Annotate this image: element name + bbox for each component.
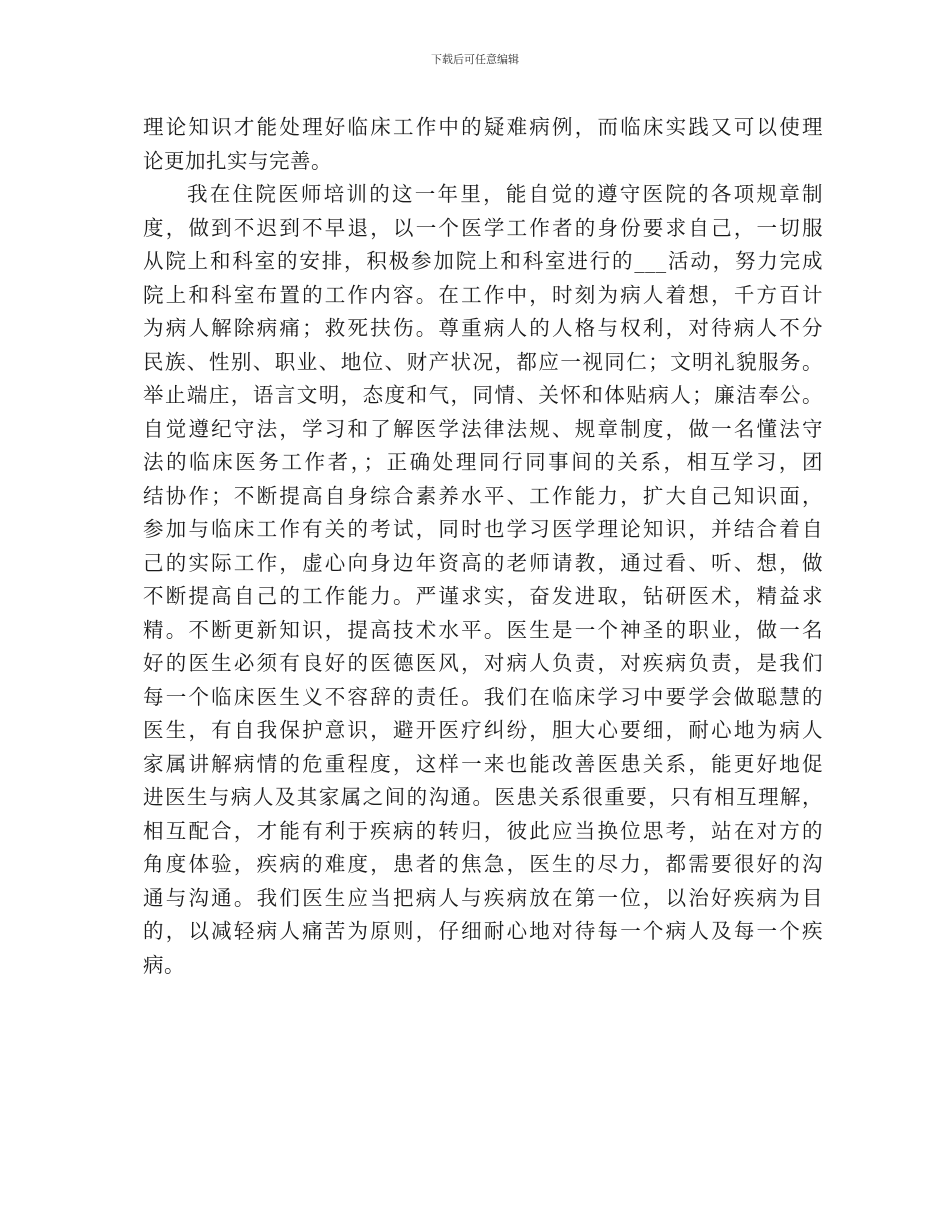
text-line: 己的实际工作，虚心向身边年资高的老师请教，通过看、听、想，做 <box>143 550 823 575</box>
text-line: 相互配合，才能有利于疾病的转归，彼此应当换位思考，站在对方的 <box>143 818 823 843</box>
text-line: 进医生与病人及其家属之间的沟通。医患关系很重要，只有相互理解， <box>143 785 823 809</box>
page-header: 下载后可任意编辑 <box>431 53 519 66</box>
document-body <box>143 111 823 982</box>
text-line: 民族、性别、职业、地位、财产状况，都应一视同仁；文明礼貌服务。 <box>143 349 823 374</box>
text-line: 的，以减轻病人痛苦为原则，仔细耐心地对待每一个病人及每一个疾 <box>143 919 823 943</box>
text-line: 精。不断更新知识，提高技术水平。医生是一个神圣的职业，做一名 <box>143 617 823 642</box>
text-line: 不断提高自己的工作能力。严谨求实，奋发进取，钻研医术，精益求 <box>143 584 823 608</box>
text-line: 每一个临床医生义不容辞的责任。我们在临床学习中要学会做聪慧的 <box>143 684 823 709</box>
text-line: 家属讲解病情的危重程度，这样一来也能改善医患关系，能更好地促 <box>143 751 823 776</box>
text-line: 理论知识才能处理好临床工作中的疑难病例，而临床实践又可以使理 <box>143 115 823 139</box>
text-line: 参加与临床工作有关的考试，同时也学习医学理论知识，并结合着自 <box>143 517 823 541</box>
text-line: 好的医生必须有良好的医德医风，对病人负责，对疾病负责，是我们 <box>143 651 823 675</box>
text-line: 院上和科室布置的工作内容。在工作中，时刻为病人着想，千方百计 <box>143 282 823 307</box>
text-line: 我在住院医师培训的这一年里，能自觉的遵守医院的各项规章制 <box>187 182 823 206</box>
text-line: 度，做到不迟到不早退，以一个医学工作者的身份要求自己，一切服 <box>143 215 823 240</box>
text-line: 角度体验，疾病的难度，患者的焦急，医生的尽力，都需要很好的沟 <box>143 852 823 876</box>
text-line: 自觉遵纪守法，学习和了解医学法律法规、规章制度，做一名懂法守 <box>143 416 823 441</box>
text-line: 病。 <box>143 952 185 977</box>
text-line: 法的临床医务工作者，；正确处理同行同事间的关系，相互学习，团 <box>143 450 823 474</box>
text-line: 通与沟通。我们医生应当把病人与疾病放在第一位，以治好疾病为目 <box>143 885 823 910</box>
text-line: 医生，有自我保护意识，避开医疗纠纷，胆大心要细，耐心地为病人 <box>143 718 823 742</box>
text-line: 为病人解除病痛；救死扶伤。尊重病人的人格与权利，对待病人不分 <box>143 316 823 340</box>
text-line: 论更加扎实与完善。 <box>143 148 332 173</box>
text-line: 结协作；不断提高自身综合素养水平、工作能力，扩大自己知识面， <box>143 483 823 508</box>
text-line: 从院上和科室的安排，积极参加院上和科室进行的___活动，努力完成 <box>143 249 823 273</box>
text-line: 举止端庄，语言文明，态度和气，同情、关怀和体贴病人；廉洁奉公。 <box>143 383 823 407</box>
